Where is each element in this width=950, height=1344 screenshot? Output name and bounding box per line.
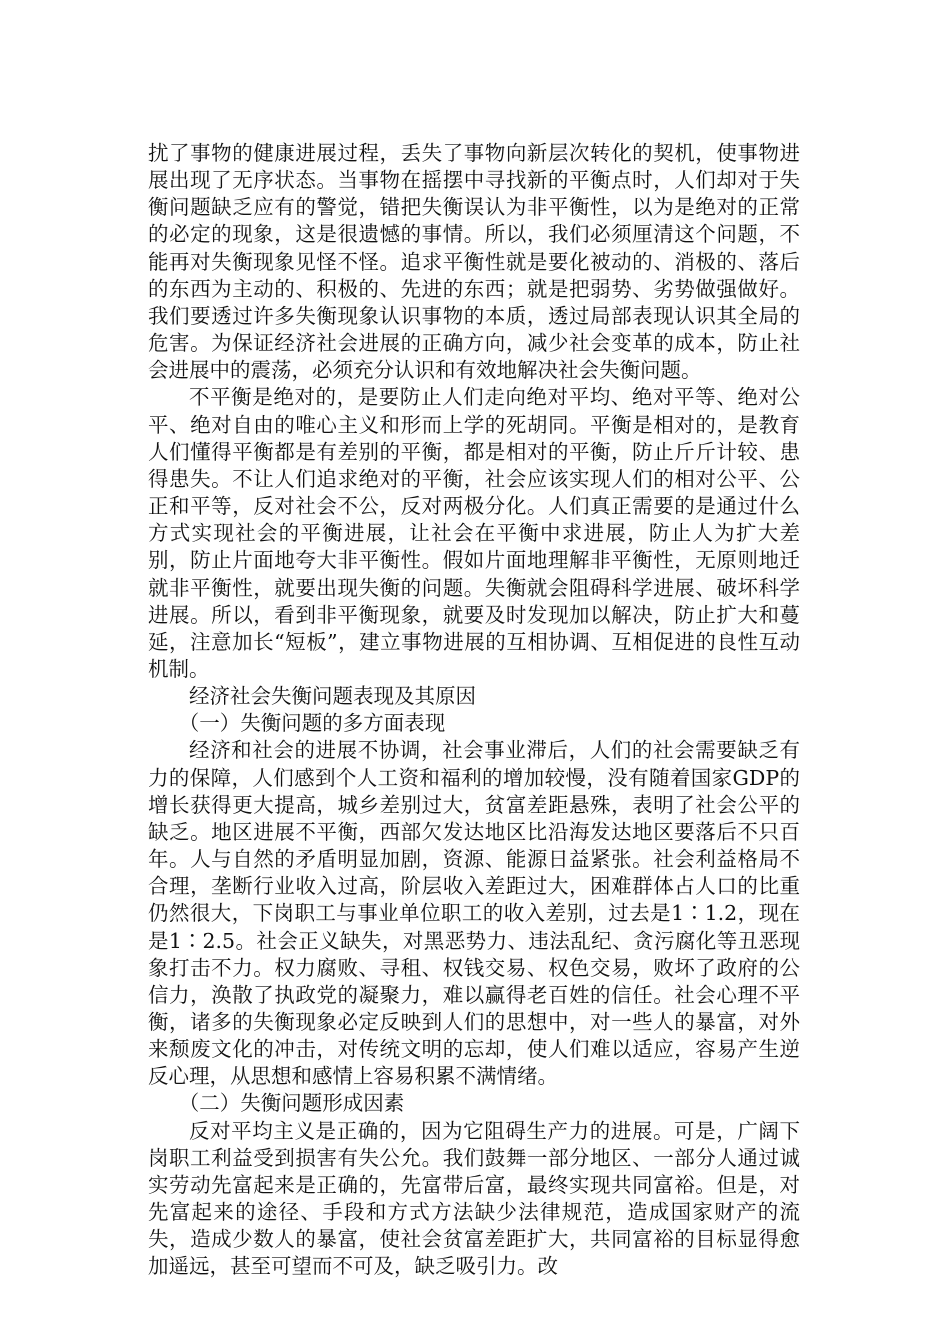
paragraph-balance: 不平衡是绝对的，是要防止人们走向绝对平均、绝对平等、绝对公平、绝对自由的唯心主义和形而上学的死胡同。平衡是相对的，是教育人们懂得平衡都是有差别的平衡，都是相对的平衡，防止斤斤计较、患得患失。不让人们追求绝对的平衡，社会应该实现人们的相对公平、公正和平等，反对社会不公，反对两极分化。人们真正需要的是通过什么方式实现社会的平衡进展，让社会在平衡中求进展，防止人为扩大差别，防止片面地夸大非平衡性。假如片面地理解非平衡性，无原则地迁就非平衡性，就要出现失衡的问题。失衡就会阻碍科学进展、破坏科学进展。所以，看到非平衡现象，就要及时发现加以解决，防止扩大和蔓延，注意加长“短板”，建立事物进展的互相协调、互相促进的良性互动机制。 <box>148 385 800 681</box>
section-heading: 经济社会失衡问题表现及其原因 <box>189 684 476 709</box>
subsection-heading-1: （一）失衡问题的多方面表现 <box>178 711 446 736</box>
subsection-heading-2: （二）失衡问题形成因素 <box>178 1091 405 1116</box>
document-page <box>148 140 800 1281</box>
paragraph-manifestations: 经济和社会的进展不协调，社会事业滞后，人们的社会需要缺乏有力的保障，人们感到个人工资和福利的增加较慢，没有随着国家GDP的增长获得更大提高，城乡差别过大，贫富差距悬殊，表明了社会公平的缺乏。地区进展不平衡，西部欠发达地区比沿海发达地区要落后不只百年。人与自然的矛盾明显加剧，资源、能源日益紧张。社会利益格局不合理，垄断行业收入过高，阶层收入差距过大，困难群体占人口的比重仍然很大，下岗职工与事业单位职工的收入差别，过去是1∶1.2，现在是1∶2.5。社会正义缺失，对黑恶势力、违法乱纪、贪污腐化等丑恶现象打击不力。权力腐败、寻租、权钱交易、权色交易，败坏了政府的公信力，涣散了执政党的凝聚力，难以赢得老百姓的信任。社会心理不平衡，诸多的失衡现象必定反映到人们的思想中，对一些人的暴富，对外来颓废文化的冲击，对传统文明的忘却，使人们难以适应，容易产生逆反心理，从思想和感情上容易积累不满情绪。 <box>148 738 800 1089</box>
paragraph-causes: 反对平均主义是正确的，因为它阻碍生产力的进展。可是，广阔下岗职工利益受到损害有失公允。我们鼓舞一部分地区、一部分人通过诚实劳动先富起来是正确的，先富带后富，最终实现共同富裕。但是，对先富起来的途径、手段和方式方法缺少法律规范，造成国家财产的流失，造成少数人的暴富，使社会贫富差距扩大，共同富裕的目标显得愈加遥远，甚至可望而不可及，缺乏吸引力。改 <box>148 1118 800 1279</box>
paragraph-continued: 扰了事物的健康进展过程，丢失了事物向新层次转化的契机，使事物进展出现了无序状态。当事物在摇摆中寻找新的平衡点时，人们却对于失衡问题缺乏应有的警觉，错把失衡误认为非平衡性，以为是绝对的正常的必定的现象，这是很遗憾的事情。所以，我们必须厘清这个问题，不能再对失衡现象见怪不怪。追求平衡性就是要化被动的、消极的、落后的东西为主动的、积极的、先进的东西；就是把弱势、劣势做强做好。我们要透过许多失衡现象认识事物的本质，透过局部表现认识其全局的危害。为保证经济社会进展的正确方向，减少社会变革的成本，防止社会进展中的震荡，必须充分认识和有效地解决社会失衡问题。 <box>148 141 800 383</box>
